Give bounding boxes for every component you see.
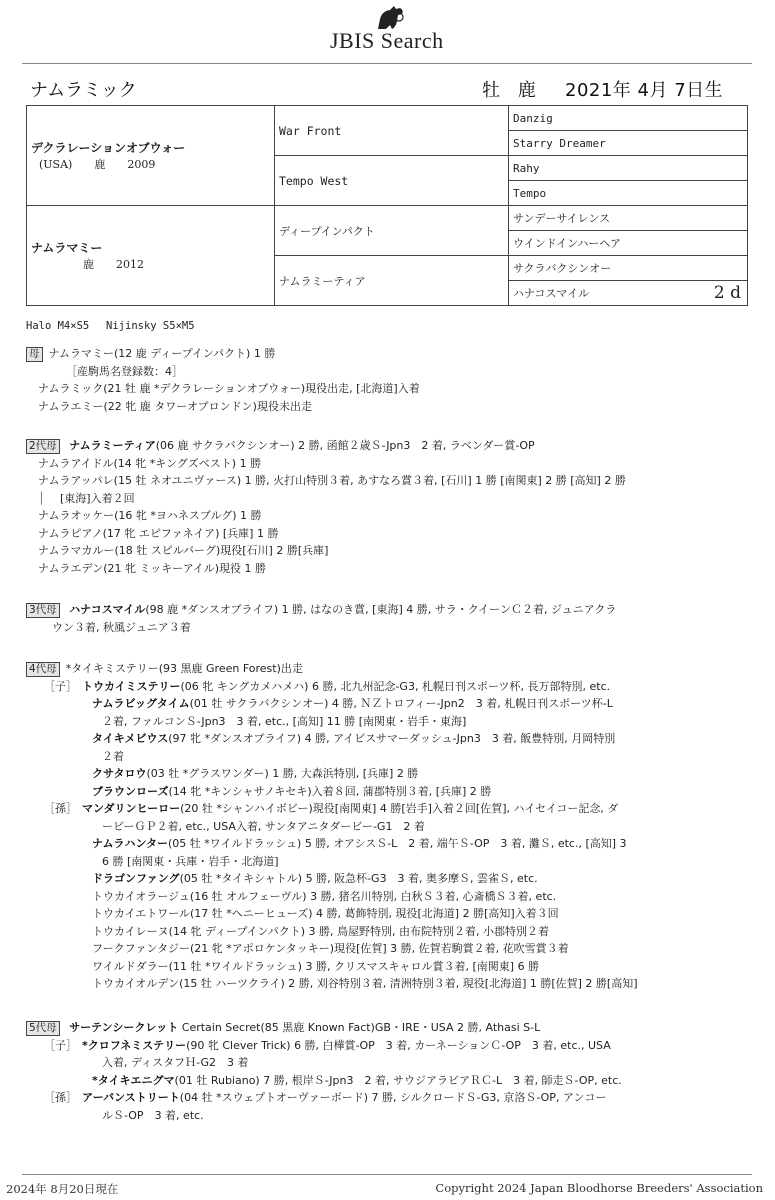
horse-record: (20 牡 *シャンハイボビー)現役[南関東] 4 勝[岩手]入着２回[佐賀], ハイセイコー記念, ダ [180,802,619,815]
list-item: ナムラピアノ(17 牝 エピファネイア) [兵庫] 1 勝 [38,526,279,540]
list-item: 6 勝 [南関東・兵庫・岩手・北海道] [102,854,279,868]
list-item: ナムラアイドル(14 牝 *キングズベスト) 1 勝 [38,456,262,470]
list-item: トウカイレーヌ(14 牝 ディープインパクト) 3 勝, 鳥屋野特別, 由布院特別２着, 小郡特別２着 [92,924,550,938]
list-item: ナムラエデン(21 牝 ミッキーアイル)現役 1 勝 [38,561,267,575]
dam-dam-cell[interactable]: ナムラミーティア [275,256,509,306]
logo-text: JBIS Search [330,28,444,53]
family-number: 2 d [713,283,741,303]
dam-cell[interactable] [27,206,275,306]
horse-title-row [30,76,730,102]
section-second-dam [26,437,626,577]
dam-sire-cell[interactable]: ディープインパクト [275,206,509,256]
dam-name: ナムラマミー [31,241,103,255]
list-item: ナムラアッパレ(15 牡 ネオユニヴァース) 1 勝, 火打山特別３着, あすなろ賞３着, [石川] 1 勝 [南関東] 2 勝 [高知] 2 勝 [38,474,626,487]
sire-info: (USA) 鹿 2009 [39,158,156,171]
section-fourth-dam [26,660,638,993]
list-item: フークファンタジー(21 牝 *アポロケンタッキー)現役[佐賀] 3 勝, 佐賀若駒賞２着, 花吹雪賞３着 [92,942,569,955]
children-mark: ［子］ [44,679,77,693]
dam-info: 鹿 2012 [39,258,144,271]
pedigree-cell-dsd[interactable]: ウインドインハーヘア [509,231,748,256]
list-item: トウカイオラージュ(16 牡 オルフェーヴル) 3 勝, 猪名川特別, 白秋Ｓ３着, 心斎橋Ｓ３着, etc. [92,889,557,903]
list-item: ナムラエミー(22 牝 鹿 タワーオブロンドン)現役未出走 [38,399,312,413]
horse-record: (01 牡 Rubiano) 7 勝, 根岸Ｓ-Jpn3 2 着, サウジアラビアＲＣ-L 3 着, 師走Ｓ-OP, etc. [174,1073,622,1087]
gen-tag: 5代母 [26,1021,60,1036]
pedigree-cell-dss[interactable]: サンデーサイレンス [509,206,748,231]
list-item: ２着 [102,749,124,763]
horse-link[interactable]: トウカイミステリー [82,679,181,693]
horse-link[interactable]: ナムラハンター [92,837,169,850]
gen-tag: 2代母 [26,439,60,454]
inbreeding-line: Halo M4×S5 Nijinsky S5×M5 [26,320,195,332]
horse-link[interactable]: ハナコスマイル [69,603,146,616]
list-item: ［産駒馬名登録数：4］ [66,364,183,378]
horse-record: (90 牝 Clever Trick) 6 勝, 白樺賞-OP 3 着, カーネーションＣ-OP 3 着, etc., USA [186,1038,611,1052]
site-logo[interactable] [0,0,775,60]
horse-sex-color: 牡 鹿 [482,80,542,101]
horse-link[interactable]: *タイキエニグマ [92,1073,175,1087]
horse-link[interactable]: ブラウンローズ [92,784,169,798]
grandchildren-mark: ［孫］ [44,802,77,815]
list-item: ービーＧＰ２着, etc., USA入着, サンタアニタダービー-G1 2 着 [102,819,425,833]
sire-sire-cell[interactable]: War Front [275,106,509,156]
horse-record: (05 牡 *ワイルドラッシュ) 5 勝, オアシスＳ-L 2 着, 端午Ｓ-OP 3 着, 灘Ｓ, etc., [高知] 3 [168,837,627,850]
horse-record: (06 鹿 サクラバクシンオー) 2 勝, 函館２歳Ｓ-Jpn3 2 着, ラベンダー賞-OP [155,439,535,452]
list-item: [東海]入着２回 [60,491,135,505]
header-divider [22,63,752,64]
list-item: ウン３着, 秋風ジュニア３着 [52,620,191,634]
pedigree-cell-ddd[interactable] [509,281,748,306]
horse-link[interactable]: タイキメビウス [92,732,169,745]
copyright: Copyright 2024 Japan Bloodhorse Breeders' Association [435,1181,763,1195]
horse-birthdate: 2021年 4月 7日生 [565,80,724,101]
list-item: ルＳ-OP 3 着, etc. [102,1108,204,1122]
footer-divider [22,1174,752,1175]
ddd-name: ハナコスマイル [513,287,590,300]
horse-link[interactable]: ナムラミーティア [69,439,156,452]
horse-record: (14 牝 *キンシャサノキセキ)入着８回, 蒲郡特別３着, [兵庫] 2 勝 [168,784,492,798]
section-fifth-dam [26,1019,622,1124]
horse-link[interactable]: アーバンストリート [82,1091,180,1104]
section-third-dam [26,601,616,636]
list-item: トウカイオルデン(15 牡 ハーツクライ) 2 勝, 刈谷特別３着, 清洲特別３着, 現役[北海道] 1 勝[佐賀] 2 勝[高知] [92,977,638,990]
children-mark: ［子］ [44,1038,77,1052]
horse-record: (97 牝 *ダンスオブライフ) 4 勝, アイビスサマーダッシュ-Jpn3 3 着, 飯豊特別, 月岡特別 [168,732,616,745]
section-dam [26,345,420,415]
pedigree-cell-sss[interactable]: Danzig [509,106,748,131]
list-item: ワイルドダラー(11 牡 *ワイルドラッシュ) 3 勝, クリスマスキャロル賞３着, [南関東] 6 勝 [92,959,540,973]
horse-record: Certain Secret(85 黒鹿 Known Fact)GB・IRE・USA 2 勝, Athasi S-L [178,1021,541,1034]
list-item: ナムラミック(21 牡 鹿 *デクラレーションオブウォー)現役出走, [北海道]入着 [38,382,420,395]
horse-link[interactable]: ナムラビッグタイム [92,697,190,710]
horse-record: (03 牡 *グラスワンダー) 1 勝, 大森浜特別, [兵庫] 2 勝 [146,767,419,780]
gen-tag: 4代母 [26,662,60,677]
list-item: 入着, ディスタフＨ-G2 3 着 [102,1056,249,1069]
horse-record: (05 牡 *タイキシャトル) 5 勝, 阪急杯-G3 3 着, 奥多摩Ｓ, 雲雀Ｓ, etc. [179,872,538,885]
pedigree-table [26,105,748,306]
list-item: ナムラオッケー(16 牝 *ヨハネスブルグ) 1 勝 [38,509,262,522]
list-item: ナムラマカルー(18 牡 スピルバーグ)現役[石川] 2 勝[兵庫] [38,544,329,557]
horse-link[interactable]: ドラゴンファング [92,872,180,885]
gen-tag: 3代母 [26,603,60,618]
horse-name: ナムラミック [30,80,137,101]
sire-name: デクラレーションオブウォー [31,141,186,155]
sire-cell[interactable] [27,106,275,206]
list-item: トウカイエトワール(17 牡 *ヘニーヒューズ) 4 勝, 葛飾特別, 現役[北海道] 2 勝[高知]入着３回 [92,907,559,920]
horse-record: (06 牝 キングカメハメハ) 6 勝, 北九州記念-G3, 札幌日刊スポーツ杯, 長万部特別, etc. [180,679,611,693]
pedigree-cell-sds[interactable]: Rahy [509,156,748,181]
grandchildren-mark: ［孫］ [44,1091,77,1104]
pedigree-cell-dds[interactable]: サクラバクシンオー [509,256,748,281]
as-of-date: 2024年 8月20日現在 [6,1182,119,1196]
gen-tag: 母 [26,347,43,362]
list-item: ナムラマミー(12 鹿 ディープインパクト) 1 勝 [48,347,276,360]
list-item: ２着, ファルコンＳ-Jpn3 3 着, etc., [高知] 11 勝 [南関東・岩手・東海] [102,714,467,728]
pedigree-cell-ssd[interactable]: Starry Dreamer [509,131,748,156]
horse-link[interactable]: *クロフネミステリー [82,1038,187,1052]
continuation-bar: │ [38,491,45,505]
horse-record: (04 牡 *スウェプトオーヴァーボード) 7 勝, シルクロードＳ-G3, 京洛Ｓ-OP, アンコー [179,1091,607,1104]
horse-link[interactable]: マンダリンヒーロー [82,802,181,815]
horse-link[interactable]: サーテンシークレット [69,1021,179,1034]
horse-record: (01 牡 サクラバクシンオー) 4 勝, ＮＺトロフィー-Jpn2 3 着, 札幌日刊スポーツ杯-L [189,697,613,710]
sire-dam-cell[interactable]: Tempo West [275,156,509,206]
horse-record: *タイキミステリー(93 黒鹿 Green Forest)出走 [65,662,303,675]
pedigree-cell-sdd[interactable]: Tempo [509,181,748,206]
horse-record: (98 鹿 *ダンスオブライフ) 1 勝, はなのき賞, [東海] 4 勝, サラ・クイーンＣ２着, ジュニアクラ [145,603,617,616]
horse-link[interactable]: クサタロウ [92,767,147,780]
